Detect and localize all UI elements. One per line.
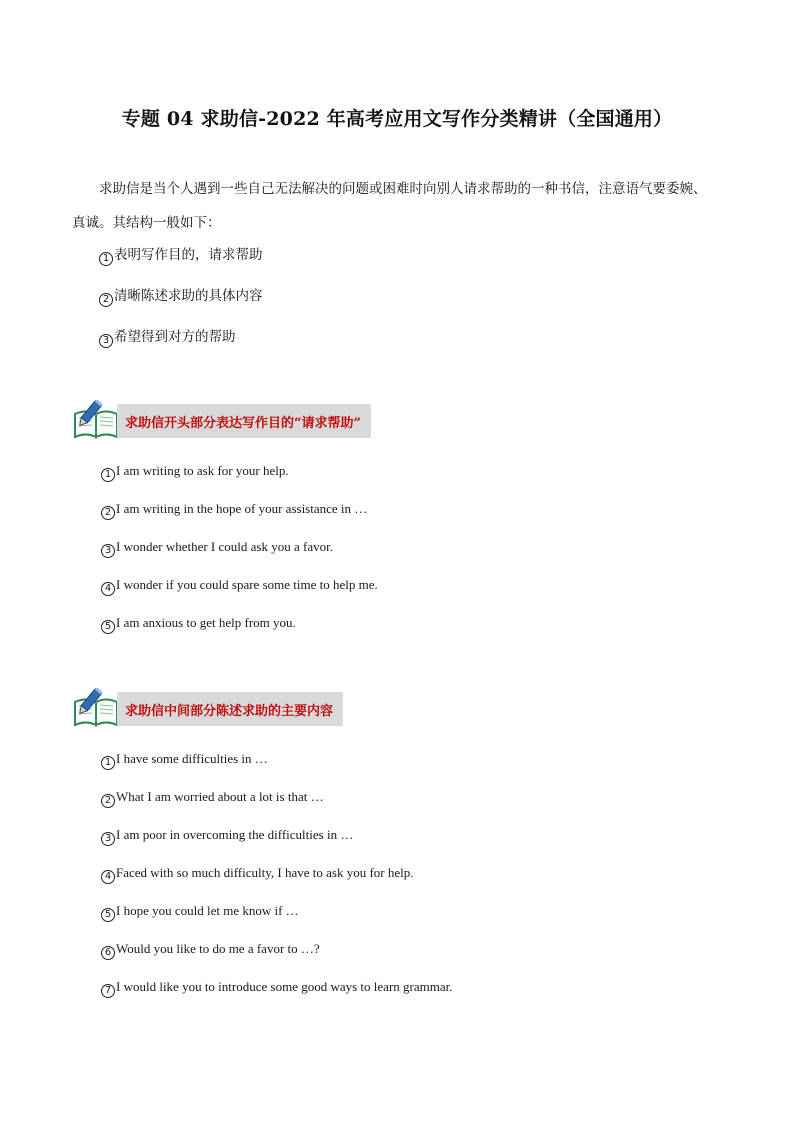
structure-item	[99, 284, 263, 307]
list-item	[101, 501, 367, 520]
section-banner	[117, 404, 371, 438]
list-item-text: Would you like to do me a favor to …?	[116, 941, 320, 956]
list-item	[101, 789, 324, 808]
list-item-text: I wonder if you could spare some time to help me.	[116, 577, 378, 592]
circled-number: 1	[101, 468, 115, 482]
list-item-text: I wonder whether I could ask you a favor.	[116, 539, 333, 554]
list-item	[101, 463, 289, 482]
circled-number: 2	[101, 794, 115, 808]
list-item	[101, 827, 353, 846]
intro-line-2: 真诚。其结构一般如下：	[72, 215, 221, 231]
list-item	[101, 539, 333, 558]
circled-number: 1	[101, 756, 115, 770]
structure-item-text: 清晰陈述求助的具体内容	[114, 288, 263, 304]
list-item	[101, 577, 378, 596]
list-item	[101, 903, 299, 922]
circled-number: 7	[101, 984, 115, 998]
section-heading-text: 求助信开头部分表达写作目的“请求帮助”	[125, 415, 361, 431]
book-pencil-icon	[72, 688, 120, 728]
structure-item	[99, 243, 263, 266]
circled-number: 2	[101, 506, 115, 520]
list-item-text: I am writing to ask for your help.	[116, 463, 289, 478]
list-item-text: I would like you to introduce some good ways to learn grammar.	[116, 979, 453, 994]
circled-number: 5	[101, 908, 115, 922]
list-item-text: I am anxious to get help from you.	[116, 615, 296, 630]
circled-number: 1	[99, 252, 113, 266]
list-item-text: I am poor in overcoming the difficulties in …	[116, 827, 354, 842]
list-item-text: I am writing in the hope of your assistance in …	[116, 501, 368, 516]
circled-number: 3	[101, 544, 115, 558]
structure-item-text: 表明写作目的，请求帮助	[114, 247, 263, 263]
list-item	[101, 865, 414, 884]
list-item	[101, 979, 452, 998]
list-item	[101, 751, 268, 770]
circled-number: 3	[99, 334, 113, 348]
list-item-text: I hope you could let me know if …	[116, 903, 299, 918]
circled-number: 3	[101, 832, 115, 846]
section-banner	[117, 692, 343, 726]
section-heading-text: 求助信中间部分陈述求助的主要内容	[125, 703, 334, 719]
book-pencil-icon	[72, 400, 120, 440]
list-item-text: Faced with so much difficulty, I have to ask you for help.	[116, 865, 414, 880]
structure-item-text: 希望得到对方的帮助	[114, 329, 236, 345]
circled-number: 4	[101, 582, 115, 596]
circled-number: 2	[99, 293, 113, 307]
list-item	[101, 941, 320, 960]
structure-item	[99, 325, 236, 348]
circled-number: 6	[101, 946, 115, 960]
list-item-text: I have some difficulties in …	[116, 751, 268, 766]
circled-number: 5	[101, 620, 115, 634]
list-item	[101, 615, 296, 634]
document-title: 专题 04 求助信-2022 年高考应用文写作分类精讲（全国通用）	[121, 108, 673, 130]
intro-line-1: 求助信是当个人遇到一些自己无法解决的问题或困难时向别人请求帮助的一种书信，注意语气要委婉、	[99, 181, 707, 197]
list-item-text: What I am worried about a lot is that …	[116, 789, 324, 804]
circled-number: 4	[101, 870, 115, 884]
